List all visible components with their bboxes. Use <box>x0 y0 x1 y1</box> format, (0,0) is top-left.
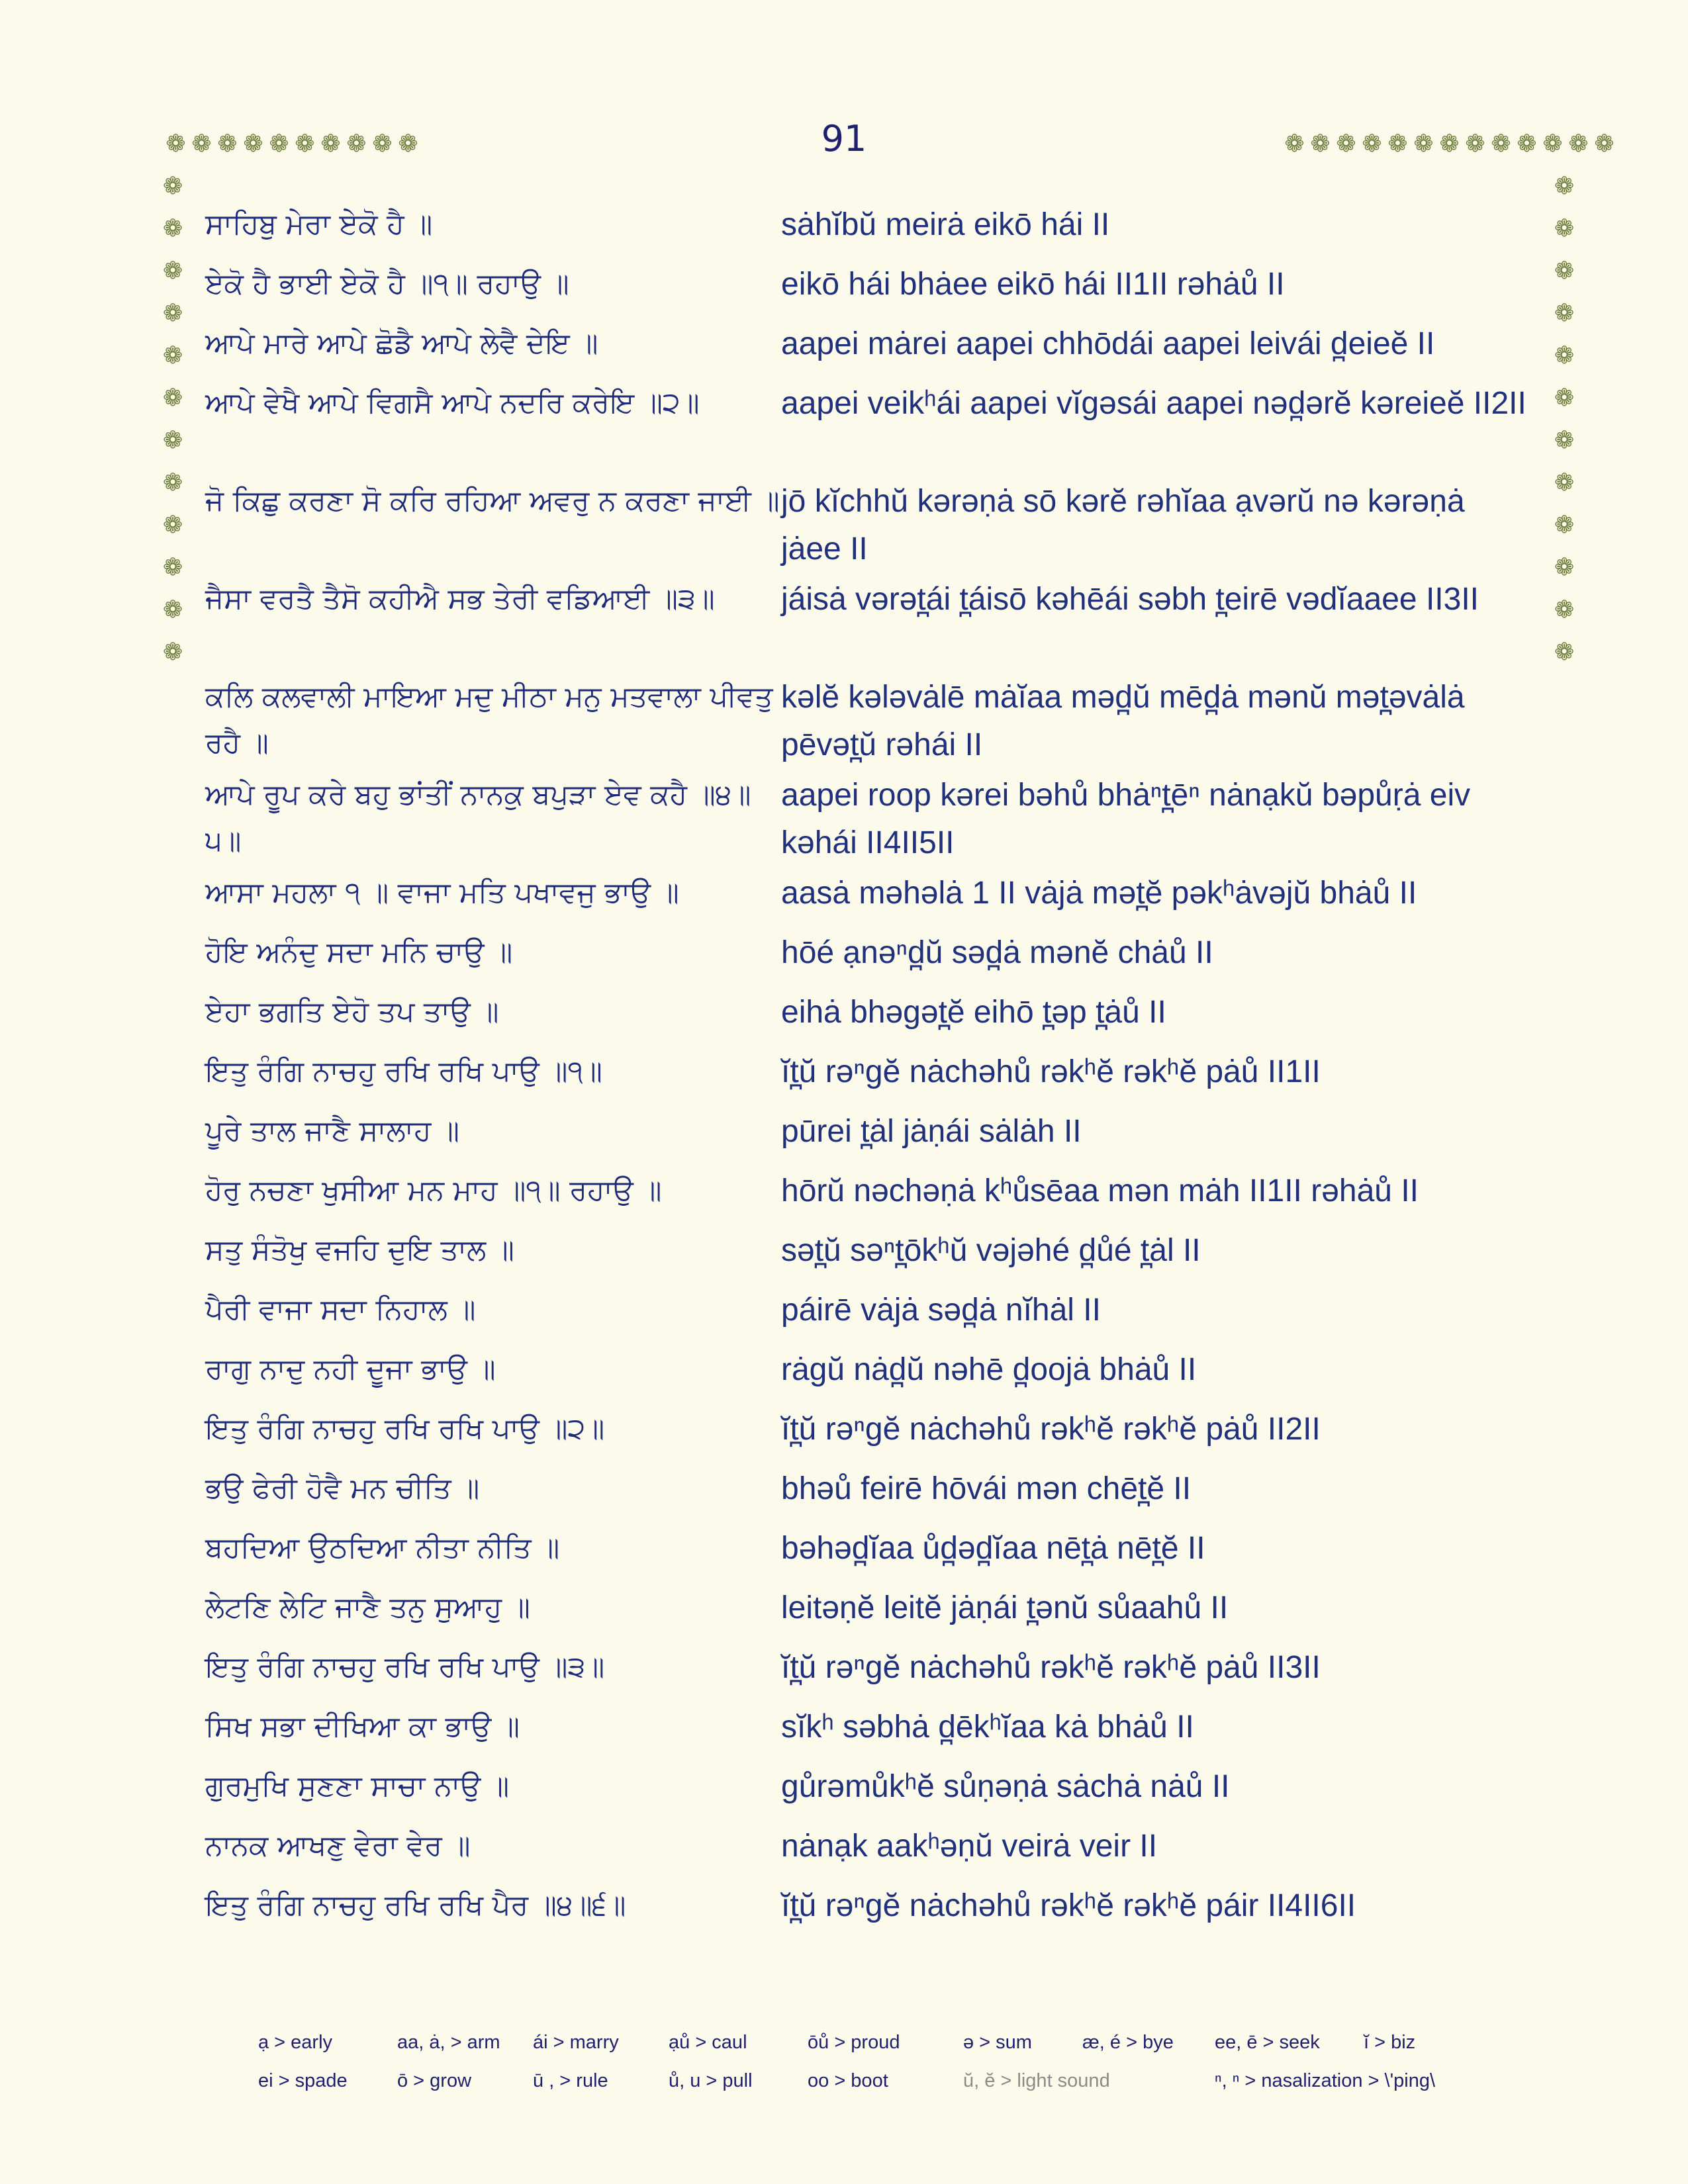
verse-line <box>205 1522 1536 1582</box>
key-item: ei > spade <box>258 2070 348 2091</box>
flower-icon: ❁ <box>1465 130 1485 158</box>
gurmukhi-text: ਆਪੇ ਰੂਪ ਕਰੇ ਬਹੁ ਭਾਂਤੀਂ ਨਾਨਕੁ ਬਪੁੜਾ ਏਵ ਕਹੈ ॥੪॥੫॥ <box>205 778 751 858</box>
gurmukhi-text: ਰਾਗੁ ਨਾਦੁ ਨਹੀ ਦੂਜਾ ਭਾਉ ॥ <box>205 1353 496 1386</box>
transliteration-text: sət̪ŭ səⁿt̪ōkʰŭ vəjəhé d̪ůé t̪ȧl II <box>781 1233 1201 1268</box>
verse-line <box>205 769 1536 867</box>
transliteration-text: eikō hái bhȧee eikō hái II1II rəhȧů II <box>781 267 1285 302</box>
verse-line <box>205 1880 1536 1939</box>
verse-line <box>205 475 1536 573</box>
verse-line <box>205 1582 1536 1641</box>
gurmukhi-text: ਹੋਇ ਅਨੰਦੁ ਸਦਾ ਮਨਿ ਚਾਉ ॥ <box>205 936 513 969</box>
transliteration-text: sĭkʰ səbhȧ d̪ēkʰĭaa kȧ bhȧů II <box>781 1709 1194 1745</box>
gurmukhi-text: ਇਤੁ ਰੰਗਿ ਨਾਚਹੁ ਰਖਿ ਰਖਿ ਪਾਉ ॥੩॥ <box>205 1651 605 1684</box>
flower-icon: ❁ <box>1413 130 1434 158</box>
verse-line <box>205 1463 1536 1522</box>
flower-icon: ❁ <box>295 130 315 158</box>
gurmukhi-text: ਆਪੇ ਵੇਖੈ ਆਪੇ ਵਿਗਸੈ ਆਪੇ ਨਦਰਿ ਕਰੇਇ ॥੨॥ <box>205 387 700 420</box>
verse-line <box>205 986 1536 1046</box>
verse-line <box>205 199 1536 258</box>
flower-icon: ❁ <box>1554 342 1575 369</box>
flower-icon: ❁ <box>163 512 183 539</box>
flower-icon: ❁ <box>1439 130 1460 158</box>
transliteration-text: aapei mȧrei aapei chhōdái aapei leivái d̪eieĕ II <box>781 326 1435 361</box>
gurmukhi-text: ਪੂਰੇ ਤਾਲ ਜਾਣੈ ਸਾਲਾਹ ॥ <box>205 1115 460 1148</box>
flower-icon: ❁ <box>163 427 183 454</box>
transliteration-text: ĭt̪ŭ rəⁿgĕ nȧchəhů rəkʰĕ rəkʰĕ páir II4II6II <box>781 1888 1356 1923</box>
transliteration-text: bəhəd̪ĭaa ůd̪əd̪ĭaa nēt̪ȧ nēt̪ĕ II <box>781 1531 1205 1566</box>
gurmukhi-text: ਏਕੋ ਹੈ ਭਾਈ ਏਕੋ ਹੈ ॥੧॥ ਰਹਾਉ ॥ <box>205 267 569 300</box>
verse-line <box>205 1820 1536 1880</box>
key-item: ĭ > biz <box>1364 2032 1416 2053</box>
gurmukhi-text: ਲੇਟਣਿ ਲੇਟਿ ਜਾਣੈ ਤਨੁ ਸੁਆਹੁ ॥ <box>205 1591 530 1624</box>
flower-icon: ❁ <box>163 554 183 581</box>
gurmukhi-text: ਜੋ ਕਿਛੁ ਕਰਣਾ ਸੋ ਕਰਿ ਰਹਿਆ ਅਵਰੁ ਨ ਕਰਣਾ ਜਾਈ ॥ <box>205 484 780 518</box>
verse-line <box>205 1701 1536 1760</box>
transliteration-text: rȧgŭ nȧd̪ŭ nəhē d̪oojȧ bhȧů II <box>781 1352 1197 1387</box>
transliteration-text: gůrəmůkʰĕ sůṇəṇȧ sȧchȧ nȧů II <box>781 1769 1230 1804</box>
gurmukhi-text: ਗੁਰਮੁਖਿ ਸੁਣਣਾ ਸਾਚਾ ਨਾਉ ॥ <box>205 1770 510 1803</box>
transliteration-text: bhəů feirē hōvái mən chēt̪ĕ II <box>781 1471 1192 1506</box>
flower-icon: ❁ <box>1554 469 1575 496</box>
transliteration-text: aasȧ məhəlȧ 1 II vȧjȧ mət̪ĕ pəkʰȧvəjŭ bhȧů II <box>781 876 1417 911</box>
flower-icon: ❁ <box>1491 130 1511 158</box>
gurmukhi-text: ਬਹਦਿਆ ਉਠਦਿਆ ਨੀਤਾ ਨੀਤਿ ॥ <box>205 1531 560 1565</box>
flower-icon: ❁ <box>1336 130 1356 158</box>
verse-line <box>205 1760 1536 1820</box>
flower-icon: ❁ <box>243 130 263 158</box>
transliteration-text: nȧnạk aakʰəṇŭ veirȧ veir II <box>781 1829 1158 1864</box>
key-item: aa, ȧ, > arm <box>397 2032 500 2053</box>
flower-icon: ❁ <box>1554 173 1575 200</box>
flower-icon: ❁ <box>1554 427 1575 454</box>
flower-icon: ❁ <box>1554 300 1575 327</box>
flower-icon: ❁ <box>269 130 289 158</box>
flower-icon: ❁ <box>1554 554 1575 581</box>
key-item: ū , > rule <box>533 2070 608 2091</box>
flower-icon: ❁ <box>163 469 183 496</box>
key-item: ee, ē > seek <box>1215 2032 1320 2053</box>
flower-icon: ❁ <box>1554 639 1575 666</box>
flower-icon: ❁ <box>1554 596 1575 623</box>
gurmukhi-text: ਸਾਹਿਬੁ ਮੇਰਾ ਏਕੋ ਹੈ ॥ <box>205 208 433 241</box>
flower-icon: ❁ <box>163 342 183 369</box>
key-item: ō > grow <box>397 2070 472 2091</box>
verse-line <box>205 258 1536 318</box>
verse-line <box>205 927 1536 986</box>
flower-icon: ❁ <box>163 639 183 666</box>
top-left-flower-border <box>163 131 421 158</box>
flower-icon: ❁ <box>163 173 183 200</box>
gurmukhi-text: ਕਲਿ ਕਲਵਾਲੀ ਮਾਇਆ ਮਦੁ ਮੀਠਾ ਮਨੁ ਮਤਵਾਲਾ ਪੀਵਤੁ ਰਹੈ ॥ <box>205 680 773 760</box>
gurmukhi-text: ਸਿਖ ਸਭਾ ਦੀਖਿਆ ਕਾ ਭਾਉ ॥ <box>205 1710 520 1743</box>
flower-icon: ❁ <box>1517 130 1537 158</box>
transliteration-text: kəlĕ kələvȧlē mȧĭaa məd̪ŭ mēd̪ȧ mənŭ mət̪əvȧlȧ pēvət̪ŭ rəhái II <box>781 680 1465 762</box>
transliteration-text: pūrei t̪ȧl jȧṇái sȧlȧh II <box>781 1114 1082 1149</box>
transliteration-text: ĭt̪ŭ rəⁿgĕ nȧchəhů rəkʰĕ rəkʰĕ pȧů II3II <box>781 1650 1321 1685</box>
key-item: ŭ, ĕ > light sound <box>963 2070 1110 2091</box>
flower-icon: ❁ <box>1387 130 1408 158</box>
key-item: ů, u > pull <box>669 2070 753 2091</box>
pronunciation-key-row <box>258 2070 1516 2109</box>
gurmukhi-text: ਸਤੁ ਸੰਤੋਖੁ ਵਜਹਿ ਦੁਇ ਤਾਲ ॥ <box>205 1234 514 1267</box>
key-item: ⁿ, ⁿ > nasalization > \'ping\ <box>1215 2070 1436 2091</box>
right-flower-border <box>1554 173 1574 682</box>
flower-icon: ❁ <box>191 130 212 158</box>
gurmukhi-text: ਭਉ ਫੇਰੀ ਹੋਵੈ ਮਨ ਚੀਤਿ ॥ <box>205 1472 480 1505</box>
verse-line <box>205 1165 1536 1224</box>
flower-icon: ❁ <box>1554 215 1575 242</box>
flower-icon: ❁ <box>163 385 183 412</box>
gurmukhi-text: ਆਸਾ ਮਹਲਾ ੧ ॥ ਵਾਜਾ ਮਤਿ ਪਖਾਵਜੁ ਭਾਉ ॥ <box>205 876 679 909</box>
flower-icon: ❁ <box>163 215 183 242</box>
verse-list <box>205 199 1536 1939</box>
key-item: ōů > proud <box>808 2032 900 2053</box>
flower-icon: ❁ <box>163 257 183 285</box>
page-number: 91 <box>821 118 867 159</box>
flower-icon: ❁ <box>217 130 238 158</box>
flower-icon: ❁ <box>163 596 183 623</box>
flower-icon: ❁ <box>1554 385 1575 412</box>
transliteration-text: ĭt̪ŭ rəⁿgĕ nȧchəhů rəkʰĕ rəkʰĕ pȧů II1II <box>781 1054 1321 1089</box>
gurmukhi-text: ਇਤੁ ਰੰਗਿ ਨਾਚਹੁ ਰਖਿ ਰਖਿ ਪੈਰ ॥੪॥੬॥ <box>205 1889 626 1922</box>
flower-icon: ❁ <box>1284 130 1305 158</box>
flower-icon: ❁ <box>1568 130 1589 158</box>
gurmukhi-text: ਨਾਨਕ ਆਖਣੁ ਵੇਰਾ ਵੇਰ ॥ <box>205 1829 471 1862</box>
transliteration-text: eihȧ bhəgət̪ĕ eihō t̪əp t̪ȧů II <box>781 995 1166 1030</box>
flower-icon: ❁ <box>1542 130 1563 158</box>
gurmukhi-text: ਹੋਰੁ ਨਚਣਾ ਖੁਸੀਆ ਮਨ ਮਾਹ ॥੧॥ ਰਹਾਉ ॥ <box>205 1174 662 1207</box>
verse-line <box>205 1284 1536 1343</box>
pronunciation-key <box>258 2032 1516 2109</box>
transliteration-text: ĭt̪ŭ rəⁿgĕ nȧchəhů rəkʰĕ rəkʰĕ pȧů II2II <box>781 1412 1321 1447</box>
flower-icon: ❁ <box>163 300 183 327</box>
left-flower-border <box>163 173 183 682</box>
key-item: ə > sum <box>963 2032 1032 2053</box>
flower-icon: ❁ <box>1362 130 1382 158</box>
flower-icon: ❁ <box>1594 130 1615 158</box>
key-item: oo > boot <box>808 2070 888 2091</box>
top-right-flower-border <box>1282 131 1617 158</box>
verse-line <box>205 318 1536 377</box>
verse-line <box>205 1105 1536 1165</box>
flower-icon: ❁ <box>1554 512 1575 539</box>
transliteration-text: páirē vȧjȧ səd̪ȧ nĭhȧl II <box>781 1293 1101 1328</box>
verse-line <box>205 573 1536 671</box>
transliteration-text: jō kĭchhŭ kərəṇȧ sō kərĕ rəhĭaa ạvərŭ nə kərəṇȧ jȧee II <box>781 484 1465 567</box>
key-item: ái > marry <box>533 2032 619 2053</box>
verse-line <box>205 377 1536 475</box>
gurmukhi-text: ਪੈਰੀ ਵਾਜਾ ਸਦਾ ਨਿਹਾਲ ॥ <box>205 1293 476 1326</box>
key-item: ạ > early <box>258 2032 333 2053</box>
gurmukhi-text: ਜੈਸਾ ਵਰਤੈ ਤੈਸੋ ਕਹੀਐ ਸਭ ਤੇਰੀ ਵਡਿਆਈ ॥੩॥ <box>205 582 715 615</box>
gurmukhi-text: ਇਤੁ ਰੰਗਿ ਨਾਚਹੁ ਰਖਿ ਰਖਿ ਪਾਉ ॥੧॥ <box>205 1055 602 1088</box>
transliteration-text: hōrŭ nəchəṇȧ kʰůsēaa mən mȧh II1II rəhȧů II <box>781 1173 1419 1208</box>
verse-line <box>205 1224 1536 1284</box>
transliteration-text: aapei roop kərei bəhů bhȧⁿt̪ēⁿ nȧnạkŭ bəpůṛȧ eiv kəhái II4II5II <box>781 778 1471 860</box>
flower-icon: ❁ <box>372 130 393 158</box>
verse-line <box>205 1046 1536 1105</box>
transliteration-text: aapei veikʰái aapei vĭgəsái aapei nəd̪ərĕ kəreieĕ II2II <box>781 386 1526 421</box>
verse-line <box>205 867 1536 927</box>
verse-line <box>205 671 1536 769</box>
gurmukhi-text: ਆਪੇ ਮਾਰੇ ਆਪੇ ਛੋਡੈ ਆਪੇ ਲੇਵੈ ਦੇਇ ॥ <box>205 327 598 360</box>
flower-icon: ❁ <box>1554 257 1575 285</box>
flower-icon: ❁ <box>398 130 418 158</box>
flower-icon: ❁ <box>346 130 367 158</box>
key-item: æ, é > bye <box>1082 2032 1174 2053</box>
pronunciation-key-row <box>258 2032 1516 2070</box>
flower-icon: ❁ <box>1310 130 1331 158</box>
flower-icon: ❁ <box>320 130 341 158</box>
gurmukhi-text: ਇਤੁ ਰੰਗਿ ਨਾਚਹੁ ਰਖਿ ਰਖਿ ਪਾਉ ॥੨॥ <box>205 1412 605 1445</box>
transliteration-text: sȧhĭbŭ meirȧ eikō hái II <box>781 207 1110 242</box>
transliteration-text: jáisȧ vərət̪ái t̪áisō kəhēái səbh t̪eirē vədĭaaee II3II <box>781 582 1479 617</box>
flower-icon: ❁ <box>165 130 186 158</box>
transliteration-text: hōé ạnəⁿd̪ŭ səd̪ȧ mənĕ chȧů II <box>781 935 1213 970</box>
transliteration-text: leitəṇĕ leitĕ jȧṇái t̪ənŭ sůaahů II <box>781 1590 1229 1625</box>
key-item: ạů > caul <box>669 2032 747 2053</box>
verse-line <box>205 1403 1536 1463</box>
verse-line <box>205 1343 1536 1403</box>
verse-line <box>205 1641 1536 1701</box>
gurmukhi-text: ਏਹਾ ਭਗਤਿ ਏਹੋ ਤਪ ਤਾਉ ॥ <box>205 995 499 1028</box>
